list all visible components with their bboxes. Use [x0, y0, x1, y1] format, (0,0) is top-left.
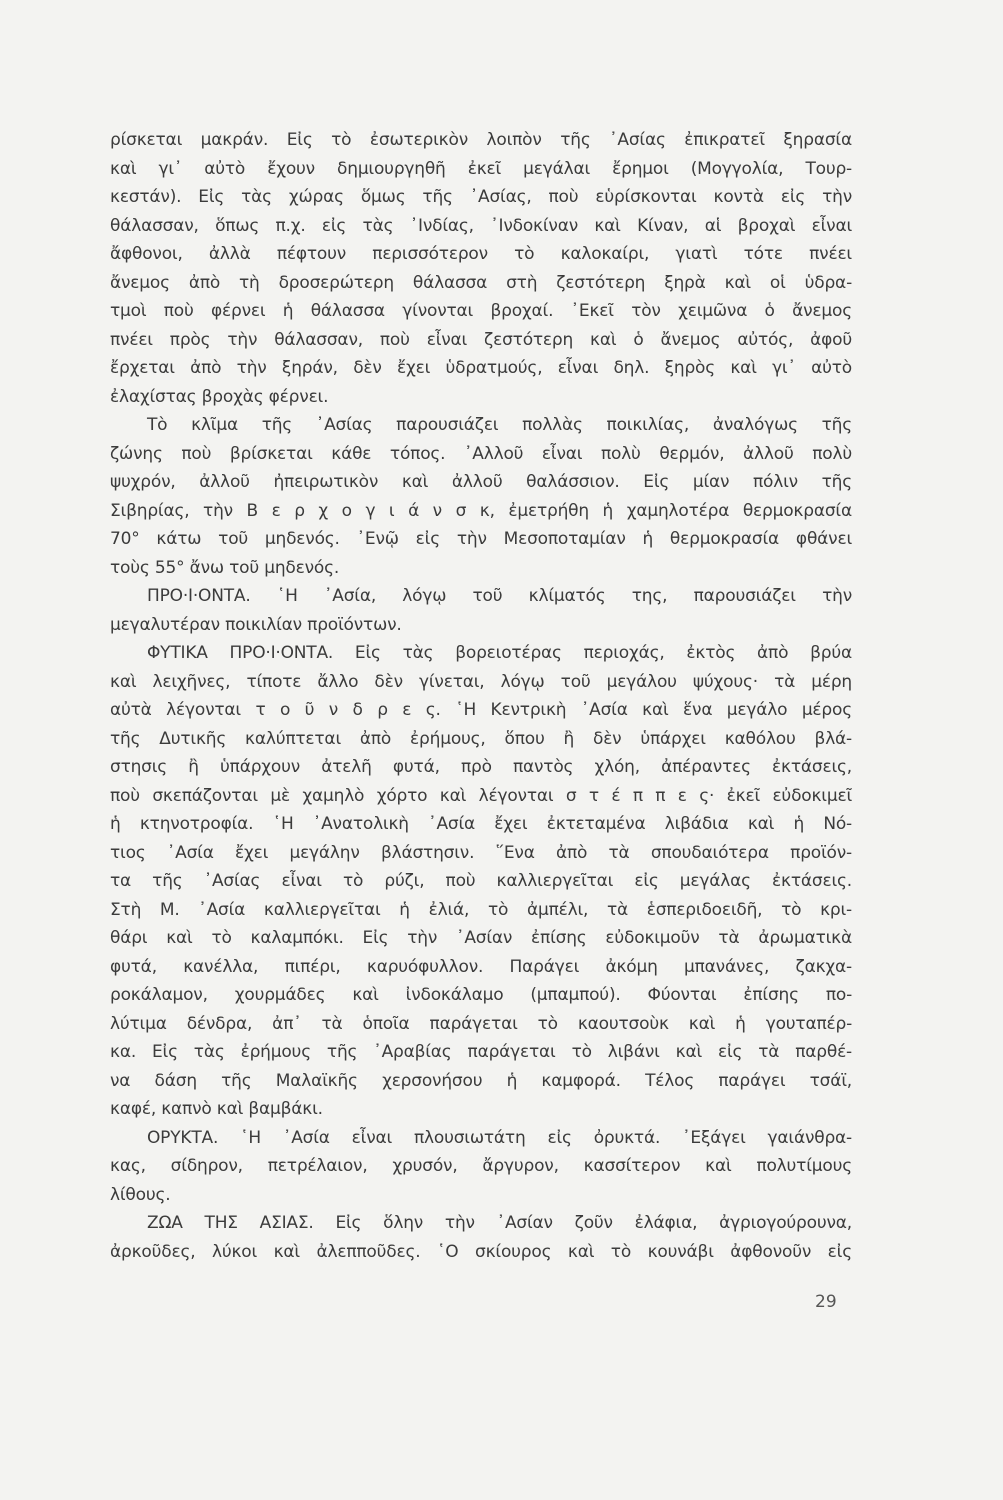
text-line: να δάση τῆς Μαλαϊκῆς χερσονήσου ἡ καμφορά. Τέλος παράγει τσάϊ,	[110, 1070, 852, 1091]
text-line: Στὴ Μ. ᾿Ασία καλλιεργεῖται ἡ ἐλιά, τὸ ἀμπέλι, τὰ ἑσπεριδοειδῆ, τὸ κρι-	[110, 899, 852, 920]
text-line: ποὺ σκεπάζονται μὲ χαμηλὸ χόρτο καὶ λέγονται σ τ έ π π ε ς· ἐκεῖ εὐδοκιμεῖ	[110, 785, 852, 806]
page-number: 29	[815, 1292, 837, 1312]
text-line: ψυχρόν, ἀλλοῦ ἠπειρωτικὸν καὶ ἀλλοῦ θαλάσσιον. Εἰς μίαν πόλιν τῆς	[110, 472, 852, 492]
text-line: ΟΡΥΚΤΑ. ῾Η ᾿Ασία εἶναι πλουσιωτάτη εἰς ὀρυκτά. ᾿Εξάγει γαιάνθρα-	[147, 1127, 852, 1148]
text-line: Τὸ κλῖμα τῆς ᾿Ασίας παρουσιάζει πολλὰς ποικιλίας, ἀναλόγως τῆς	[147, 415, 852, 435]
text-line: ροκάλαμον, χουρμάδες καὶ ἰνδοκάλαμο (μπαμπού). Φύονται ἐπίσης πο-	[110, 985, 852, 1005]
text-line: καὶ λειχῆνες, τίποτε ἄλλο δὲν γίνεται, λόγῳ τοῦ μεγάλου ψύχους· τὰ μέρη	[110, 671, 852, 692]
text-line: ἄνεμος ἀπὸ τὴ δροσερώτερη θάλασσα στὴ ζεστότερη ξηρὰ καὶ οἱ ὑδρα-	[110, 272, 852, 293]
text-line: κας, σίδηρον, πετρέλαιον, χρυσόν, ἄργυρον, κασσίτερον καὶ πολυτίμους	[110, 1156, 852, 1176]
text-line: φυτά, κανέλλα, πιπέρι, καρυόφυλλον. Παράγει ἀκόμη μπανάνες, ζακχα-	[110, 956, 852, 977]
text-line: κα. Εἰς τὰς ἐρήμους τῆς ᾿Αραβίας παράγεται τὸ λιβάνι καὶ εἰς τὰ παρθέ-	[110, 1042, 852, 1062]
text-line: λίθους.	[110, 1184, 171, 1205]
text-line: ἔρχεται ἀπὸ τὴν ξηράν, δὲν ἔχει ὑδρατμούς, εἶναι δηλ. ξηρὸς καὶ γι᾿ αὐτὸ	[110, 358, 852, 378]
text-line: τιος ᾿Ασία ἔχει μεγάλην βλάστησιν. ῞Ενα ἀπὸ τὰ σπουδαιότερα προϊόν-	[110, 842, 852, 863]
text-line: καφέ, καπνὸ καὶ βαμβάκι.	[110, 1099, 323, 1119]
text-line: θάλασσαν, ὅπως π.χ. εἰς τὰς ᾿Ινδίας, ᾿Ινδοκίναν καὶ Κίναν, αἱ βροχαὶ εἶναι	[110, 215, 852, 236]
text-line: ἄφθονοι, ἀλλὰ πέφτουν περισσότερον τὸ καλοκαίρι, γιατὶ τότε πνέει	[110, 244, 852, 264]
text-line: κεστάν). Εἰς τὰς χώρας ὅμως τῆς ᾿Ασίας, ποὺ εὑρίσκονται κοντὰ εἰς τὴν	[110, 187, 852, 207]
text-line: ΖΩΑ ΤΗΣ ΑΣΙΑΣ. Εἰς ὅλην τὴν ᾿Ασίαν ζοῦν ἐλάφια, ἀγριογούρουνα,	[147, 1213, 852, 1233]
text-line: ἐλαχίστας βροχὰς φέρνει.	[110, 386, 329, 407]
text-line: στησις ἢ ὑπάρχουν ἀτελῆ φυτά, πρὸ παντὸς χλόη, ἀπέραντες ἐκτάσεις,	[110, 757, 852, 777]
text-line: τα τῆς ᾿Ασίας εἶναι τὸ ρύζι, ποὺ καλλιεργεῖται εἰς μεγάλας ἐκτάσεις.	[110, 871, 852, 891]
text-line: ζώνης ποὺ βρίσκεται κάθε τόπος. ᾿Αλλοῦ εἶναι πολὺ θερμόν, ἀλλοῦ πολὺ	[110, 443, 852, 464]
text-line: ρίσκεται μακράν. Εἰς τὸ ἐσωτερικὸν λοιπὸν τῆς ᾿Ασίας ἐπικρατεῖ ξηρασία	[110, 130, 852, 150]
text-line: τῆς Δυτικῆς καλύπτεται ἀπὸ ἐρήμους, ὅπου ἢ δὲν ὑπάρχει καθόλου βλά-	[110, 728, 852, 749]
text-line: θάρι καὶ τὸ καλαμπόκι. Εἰς τὴν ᾿Ασίαν ἐπίσης εὐδοκιμοῦν τὰ ἀρωματικὰ	[110, 928, 852, 948]
text-line: λύτιμα δένδρα, ἀπ᾿ τὰ ὁποῖα παράγεται τὸ καουτσοὺκ καὶ ἡ γουταπέρ-	[110, 1013, 852, 1034]
text-line: ἡ κτηνοτροφία. ῾Η ᾿Ανατολικὴ ᾿Ασία ἔχει ἐκτεταμένα λιβάδια καὶ ἡ Νό-	[110, 814, 852, 834]
text-line: τμοὶ ποὺ φέρνει ἡ θάλασσα γίνονται βροχαί. ᾿Εκεῖ τὸν χειμῶνα ὁ ἄνεμος	[110, 301, 852, 321]
text-line: ἀρκοῦδες, λύκοι καὶ ἀλεπποῦδες. ῾Ο σκίουρος καὶ τὸ κουνάβι ἀφθονοῦν εἰς	[110, 1241, 852, 1262]
text-line: τοὺς 55° ἄνω τοῦ μηδενός.	[110, 557, 340, 578]
text-line: καὶ γι᾿ αὐτὸ ἔχουν δημιουργηθῆ ἐκεῖ μεγάλαι ἔρημοι (Μογγολία, Τουρ-	[110, 158, 852, 179]
text-line: Σιβηρίας, τὴν Β ε ρ χ ο γ ι ά ν σ κ, ἐμετρήθη ἡ χαμηλοτέρα θερμοκρασία	[110, 500, 852, 521]
text-line: 70° κάτω τοῦ μηδενός. ᾿Ενῷ εἰς τὴν Μεσοποταμίαν ἡ θερμοκρασία φθάνει	[110, 529, 852, 549]
text-line: πνέει πρὸς τὴν θάλασσαν, ποὺ εἶναι ζεστότερη καὶ ὁ ἄνεμος αὐτός, ἀφοῦ	[110, 329, 852, 350]
text-line: αὐτὰ λέγονται τ ο ῦ ν δ ρ ε ς. ῾Η Κεντρικὴ ᾿Ασία καὶ ἕνα μεγάλο μέρος	[110, 700, 852, 720]
text-line: ΦΥΤΙΚΑ ΠΡΟ·Ι·ΟΝΤΑ. Εἰς τὰς βορειοτέρας περιοχάς, ἐκτὸς ἀπὸ βρύα	[147, 643, 852, 663]
text-line: μεγαλυτέραν ποικιλίαν προϊόντων.	[110, 614, 402, 635]
text-line: ΠΡΟ·Ι·ΟΝΤΑ. ῾Η ᾿Ασία, λόγῳ τοῦ κλίματός της, παρουσιάζει τὴν	[147, 586, 852, 606]
